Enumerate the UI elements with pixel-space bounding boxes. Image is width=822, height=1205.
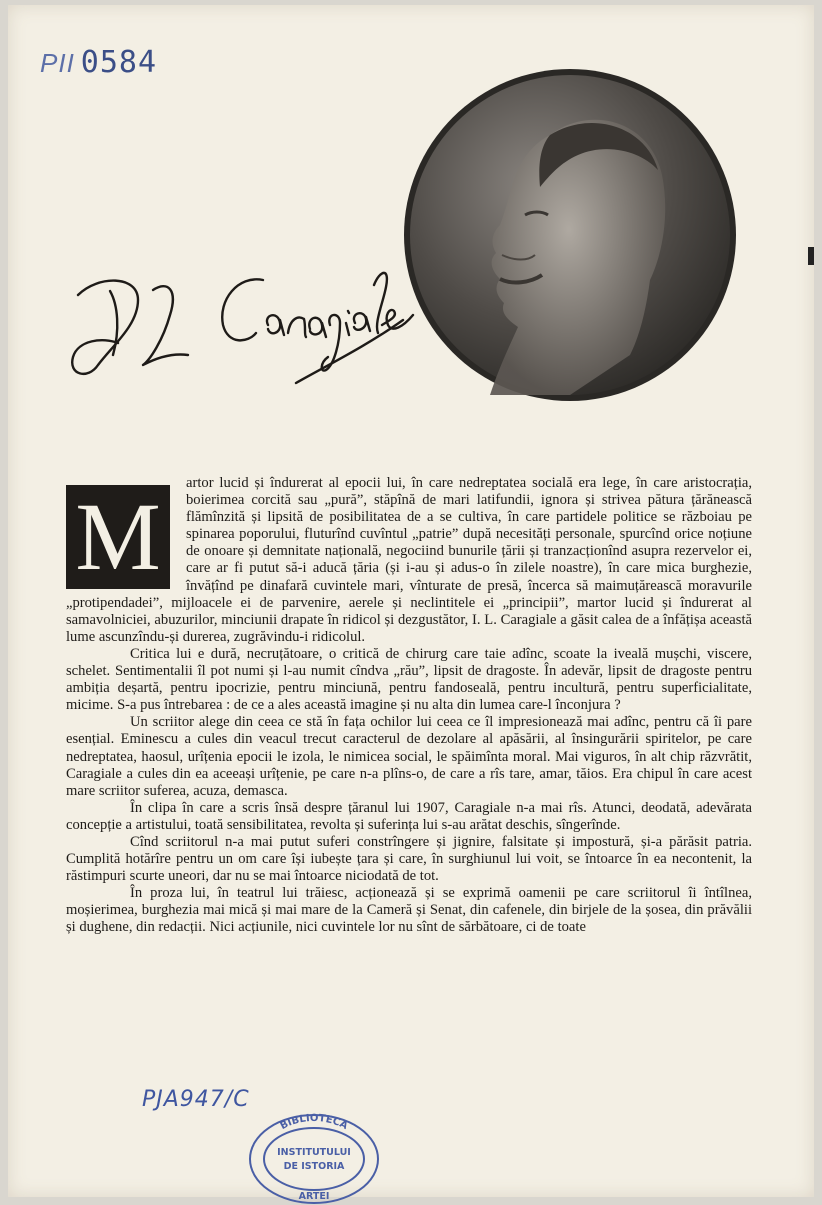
stamp-line2: DE ISTORIA bbox=[283, 1161, 345, 1172]
shelfmark-prefix: PII bbox=[40, 48, 75, 78]
stamp-top-text: BIBLIOTECA bbox=[278, 1112, 350, 1133]
shelfmark-number: 0584 bbox=[80, 45, 158, 80]
caragiale-signature bbox=[58, 245, 418, 395]
paragraph: Critica lui e dură, necruțătoare, o critică de chirurg care taie adînc, scoate la iveală mușchi, viscere, schelet. Sentimentalii îl pot numi și l-au numit cîndva „rău”, lipsit de dragoste. În adevăr, lipsit de dragoste pentru ambiția deșartă, pentru ipocrizie, pentru minciună, pentru fandoseală, pentru incultură, pentru superficialitate, micime. S-a pus întrebarea : de ce a ales această imagine și nu alta din lumea care-l înconjura ? bbox=[66, 645, 752, 714]
library-stamp bbox=[244, 1109, 384, 1205]
handwritten-inventory-note: PJA947/C bbox=[142, 1087, 250, 1112]
svg-text:BIBLIOTECA bbox=[279, 1113, 350, 1132]
document-page bbox=[8, 5, 814, 1202]
paragraph: În clipa în care a scris însă despre țăranul lui 1907, Caragiale n-a mai rîs. Atunci, deodată, adevărata concepție a artistului, toată sensibilitatea, revolta și suferința lui s-au arătat deschis, sîngerînde. bbox=[66, 799, 752, 833]
stamp-line1: INSTITUTULUI bbox=[277, 1147, 351, 1158]
article-body bbox=[66, 475, 752, 937]
paragraph: artor lucid și îndurerat al epocii lui, în care nedreptatea socială era lege, în care aristocrația, boierimea corcită sau „pură”, stăpînă de mari latifundii, ignora și strivea pătura țărănească flămînzită și lipsită de posibilitatea de a se cultiva, în care partidele politice se războiau pe spinarea poporului, fluturînd cuvîntul „patrie” după necesități personale, spurcînd orice noțiune de onoare și demnitate națională, negociind bunurile țării și tranzacționînd asupra rezervelor ei, care ar fi putut să-i aducă țăria (și i-au și adus-o în zilele noastre), în care mica burghezie, învățînd pe dinafară cuvintele mari, vînturate de presă, încerca să maimuțărească moravurile „protipendadei”, mijloacele ei de parvenire, aerele și neclintitele ei „principii”, martor lucid și îndurerat al samavolniciei, abuzurilor, minciunii drapate în ridicol și dezgustător, I. L. Caragiale a găsit calea de a înfățișa această lume ascunzîndu-și durerea, zugrăvindu-i ridicolul. bbox=[66, 475, 752, 645]
portrait-medallion bbox=[400, 65, 740, 405]
page-edge-mark bbox=[808, 247, 814, 265]
paragraph: În proza lui, în teatrul lui trăiesc, acționează și se exprimă oamenii pe care scriitorul îi întîlnea, moșierimea, burghezia mai mică și mai mare de la Cameră și Senat, din cafenele, din birjele de la șosea, din prăvălii și dughene, din redacții. Nici acțiunile, nici cuvintele lor nu sînt de sărbătoare, ci de toate bbox=[66, 885, 752, 936]
stamp-bottom-text: ARTEI bbox=[298, 1191, 330, 1202]
paragraph: Cînd scriitorul n-a mai putut suferi constrîngere și jignire, falsitate și impostură, și-a părăsit patria. Cumplită hotărîre pentru un om care își iubește țara și care, în surghiunul lui voit, se întoarce în ea necontenit, la răstimpuri scurte uneori, dar nu se mai întoarce niciodată de tot. bbox=[66, 833, 752, 885]
drop-cap: M bbox=[66, 485, 170, 589]
shelfmark bbox=[40, 45, 157, 80]
paragraph: Un scriitor alege din ceea ce stă în fața ochilor lui ceea ce îl impresionează mai adînc, pentru că îi pare esențial. Eminescu a cules din veacul trecut caracterul de dezolare al apăsării, al însingurării spiritelor, pe care nedreptatea, haosul, urîțenia epocii le izola, le nimicea social, le spăimînta moral. Mai viguros, în alt chip răzvrătit, Caragiale a cules din ea aceeași urîțenie, pe care n-a plîns-o, de care a rîs tare, amar, tăios. Era chipul în care acest mare scriitor suferea, acuza, demasca. bbox=[66, 714, 752, 799]
